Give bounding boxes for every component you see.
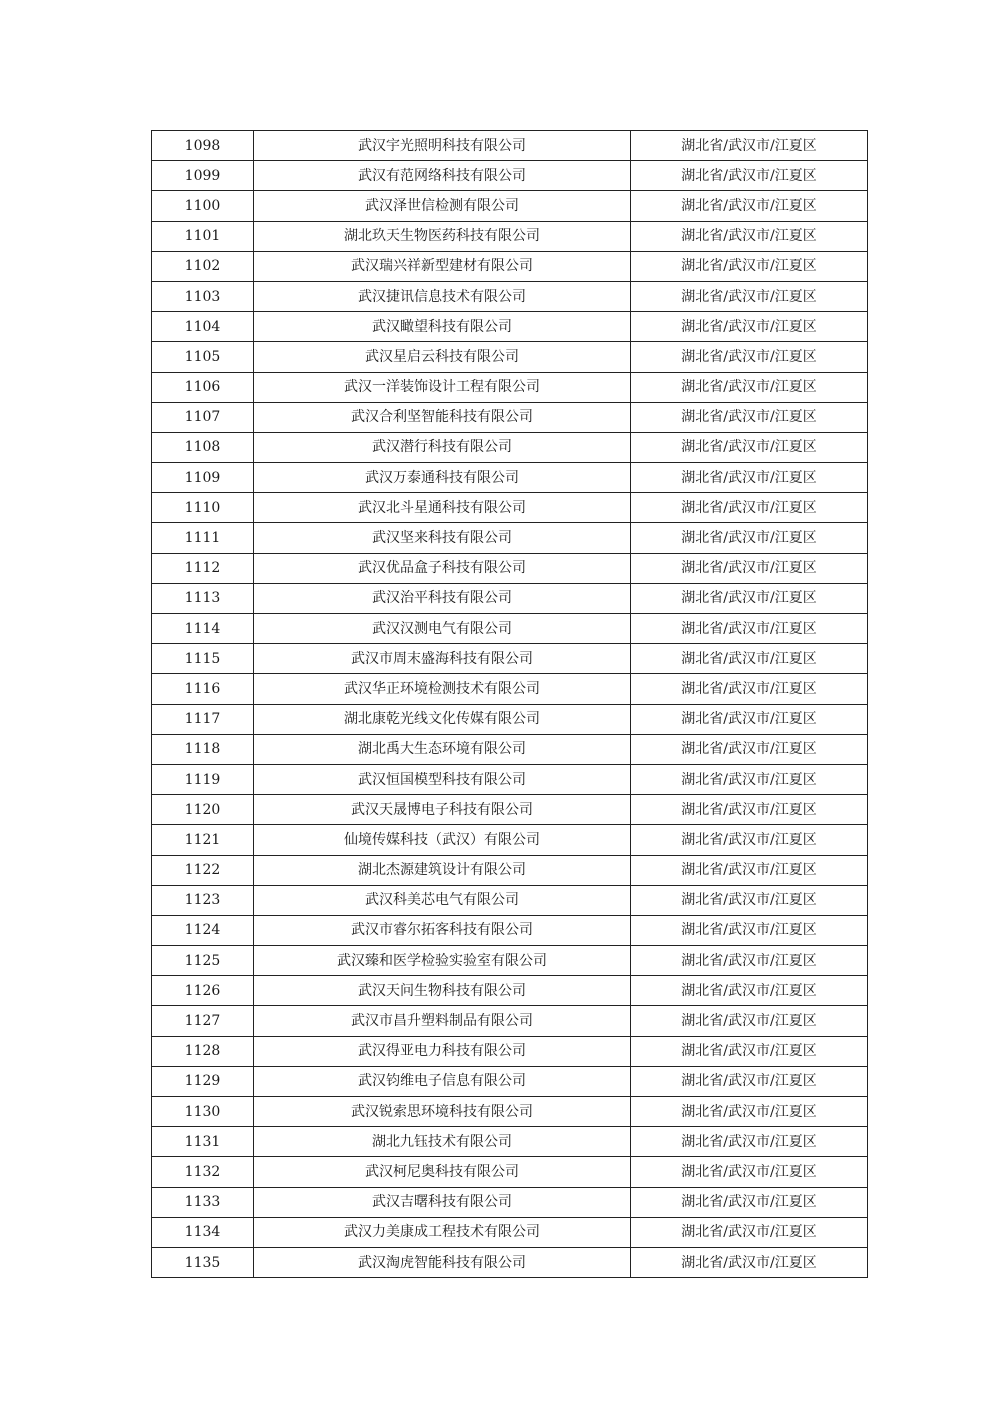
company-name: 武汉捷讯信息技术有限公司 [254,281,631,311]
row-number: 1106 [152,372,254,402]
company-name: 武汉钧维电子信息有限公司 [254,1066,631,1096]
row-number: 1104 [152,312,254,342]
region: 湖北省/武汉市/江夏区 [631,191,868,221]
company-name: 武汉宇光照明科技有限公司 [254,131,631,161]
company-name: 武汉星启云科技有限公司 [254,342,631,372]
region: 湖北省/武汉市/江夏区 [631,342,868,372]
region: 湖北省/武汉市/江夏区 [631,161,868,191]
table-row [152,221,868,251]
table-row [152,432,868,462]
company-name: 武汉恒国模型科技有限公司 [254,764,631,794]
region: 湖北省/武汉市/江夏区 [631,251,868,281]
company-name: 武汉吉曙科技有限公司 [254,1187,631,1217]
table-row [152,1157,868,1187]
row-number: 1112 [152,553,254,583]
company-name: 武汉有范网络科技有限公司 [254,161,631,191]
table-row [152,131,868,161]
row-number: 1129 [152,1066,254,1096]
row-number: 1101 [152,221,254,251]
row-number: 1121 [152,825,254,855]
company-list-body [152,131,868,1278]
company-name: 武汉潜行科技有限公司 [254,432,631,462]
region: 湖北省/武汉市/江夏区 [631,221,868,251]
company-name: 武汉市睿尔拓客科技有限公司 [254,915,631,945]
table-row [152,704,868,734]
company-name: 武汉天晟博电子科技有限公司 [254,795,631,825]
table-row [152,1217,868,1247]
row-number: 1134 [152,1217,254,1247]
company-name: 武汉力美康成工程技术有限公司 [254,1217,631,1247]
table-row [152,764,868,794]
region: 湖北省/武汉市/江夏区 [631,674,868,704]
table-row [152,1127,868,1157]
region: 湖北省/武汉市/江夏区 [631,553,868,583]
region: 湖北省/武汉市/江夏区 [631,976,868,1006]
region: 湖北省/武汉市/江夏区 [631,523,868,553]
company-name: 武汉市周末盛海科技有限公司 [254,644,631,674]
table-row [152,191,868,221]
company-name: 武汉华正环境检测技术有限公司 [254,674,631,704]
region: 湖北省/武汉市/江夏区 [631,432,868,462]
table-row [152,855,868,885]
company-name: 湖北九钰技术有限公司 [254,1127,631,1157]
company-name: 湖北玖天生物医药科技有限公司 [254,221,631,251]
table-row [152,1097,868,1127]
region: 湖北省/武汉市/江夏区 [631,131,868,161]
region: 湖北省/武汉市/江夏区 [631,946,868,976]
company-name: 武汉优品盒子科技有限公司 [254,553,631,583]
row-number: 1128 [152,1036,254,1066]
company-name: 武汉治平科技有限公司 [254,583,631,613]
table-row [152,946,868,976]
row-number: 1109 [152,463,254,493]
region: 湖北省/武汉市/江夏区 [631,1247,868,1277]
table-row [152,1066,868,1096]
company-name: 武汉一洋装饰设计工程有限公司 [254,372,631,402]
table-row [152,915,868,945]
company-name: 武汉淘虎智能科技有限公司 [254,1247,631,1277]
company-name: 武汉汉测电气有限公司 [254,614,631,644]
table-row [152,281,868,311]
company-name: 武汉瑞兴祥新型建材有限公司 [254,251,631,281]
company-name: 武汉市昌升塑料制品有限公司 [254,1006,631,1036]
region: 湖北省/武汉市/江夏区 [631,1157,868,1187]
row-number: 1110 [152,493,254,523]
table-row [152,1036,868,1066]
table-row [152,161,868,191]
company-name: 武汉天问生物科技有限公司 [254,976,631,1006]
table-row [152,795,868,825]
row-number: 1113 [152,583,254,613]
region: 湖北省/武汉市/江夏区 [631,372,868,402]
region: 湖北省/武汉市/江夏区 [631,644,868,674]
table-row [152,342,868,372]
region: 湖北省/武汉市/江夏区 [631,795,868,825]
region: 湖北省/武汉市/江夏区 [631,281,868,311]
company-name: 武汉合利坚智能科技有限公司 [254,402,631,432]
company-name: 武汉得亚电力科技有限公司 [254,1036,631,1066]
row-number: 1098 [152,131,254,161]
company-name: 武汉坚来科技有限公司 [254,523,631,553]
region: 湖北省/武汉市/江夏区 [631,312,868,342]
row-number: 1107 [152,402,254,432]
row-number: 1114 [152,614,254,644]
table-row [152,1247,868,1277]
region: 湖北省/武汉市/江夏区 [631,915,868,945]
company-name: 湖北康乾光线文化传媒有限公司 [254,704,631,734]
row-number: 1132 [152,1157,254,1187]
table-row [152,553,868,583]
table-row [152,674,868,704]
company-name: 武汉柯尼奥科技有限公司 [254,1157,631,1187]
table-row [152,1006,868,1036]
region: 湖北省/武汉市/江夏区 [631,885,868,915]
row-number: 1116 [152,674,254,704]
region: 湖北省/武汉市/江夏区 [631,583,868,613]
table-row [152,251,868,281]
region: 湖北省/武汉市/江夏区 [631,402,868,432]
row-number: 1123 [152,885,254,915]
row-number: 1117 [152,704,254,734]
row-number: 1130 [152,1097,254,1127]
region: 湖北省/武汉市/江夏区 [631,1006,868,1036]
row-number: 1108 [152,432,254,462]
region: 湖北省/武汉市/江夏区 [631,1187,868,1217]
region: 湖北省/武汉市/江夏区 [631,764,868,794]
company-name: 湖北杰源建筑设计有限公司 [254,855,631,885]
region: 湖北省/武汉市/江夏区 [631,704,868,734]
row-number: 1124 [152,915,254,945]
table-row [152,523,868,553]
company-name: 武汉万泰通科技有限公司 [254,463,631,493]
table-row [152,463,868,493]
table-row [152,885,868,915]
row-number: 1111 [152,523,254,553]
row-number: 1102 [152,251,254,281]
row-number: 1119 [152,764,254,794]
region: 湖北省/武汉市/江夏区 [631,825,868,855]
row-number: 1122 [152,855,254,885]
row-number: 1100 [152,191,254,221]
row-number: 1126 [152,976,254,1006]
row-number: 1105 [152,342,254,372]
table-row [152,825,868,855]
row-number: 1125 [152,946,254,976]
region: 湖北省/武汉市/江夏区 [631,1036,868,1066]
region: 湖北省/武汉市/江夏区 [631,1217,868,1247]
table-row [152,614,868,644]
company-list-table [151,130,868,1278]
company-name: 仙境传媒科技（武汉）有限公司 [254,825,631,855]
region: 湖北省/武汉市/江夏区 [631,734,868,764]
region: 湖北省/武汉市/江夏区 [631,493,868,523]
company-name: 武汉泽世信检测有限公司 [254,191,631,221]
region: 湖北省/武汉市/江夏区 [631,1066,868,1096]
row-number: 1115 [152,644,254,674]
table-row [152,372,868,402]
company-name: 武汉臻和医学检验实验室有限公司 [254,946,631,976]
table-row [152,976,868,1006]
company-name: 武汉锐索思环境科技有限公司 [254,1097,631,1127]
region: 湖北省/武汉市/江夏区 [631,855,868,885]
table-row [152,493,868,523]
table-row [152,402,868,432]
row-number: 1127 [152,1006,254,1036]
table-row [152,312,868,342]
table-row [152,734,868,764]
row-number: 1135 [152,1247,254,1277]
region: 湖北省/武汉市/江夏区 [631,1097,868,1127]
row-number: 1133 [152,1187,254,1217]
table-row [152,1187,868,1217]
region: 湖北省/武汉市/江夏区 [631,614,868,644]
company-name: 武汉北斗星通科技有限公司 [254,493,631,523]
table-row [152,644,868,674]
row-number: 1120 [152,795,254,825]
row-number: 1099 [152,161,254,191]
company-name: 湖北禹大生态环境有限公司 [254,734,631,764]
company-name: 武汉科美芯电气有限公司 [254,885,631,915]
company-name: 武汉瞰望科技有限公司 [254,312,631,342]
region: 湖北省/武汉市/江夏区 [631,1127,868,1157]
region: 湖北省/武汉市/江夏区 [631,463,868,493]
row-number: 1131 [152,1127,254,1157]
table-row [152,583,868,613]
row-number: 1103 [152,281,254,311]
row-number: 1118 [152,734,254,764]
